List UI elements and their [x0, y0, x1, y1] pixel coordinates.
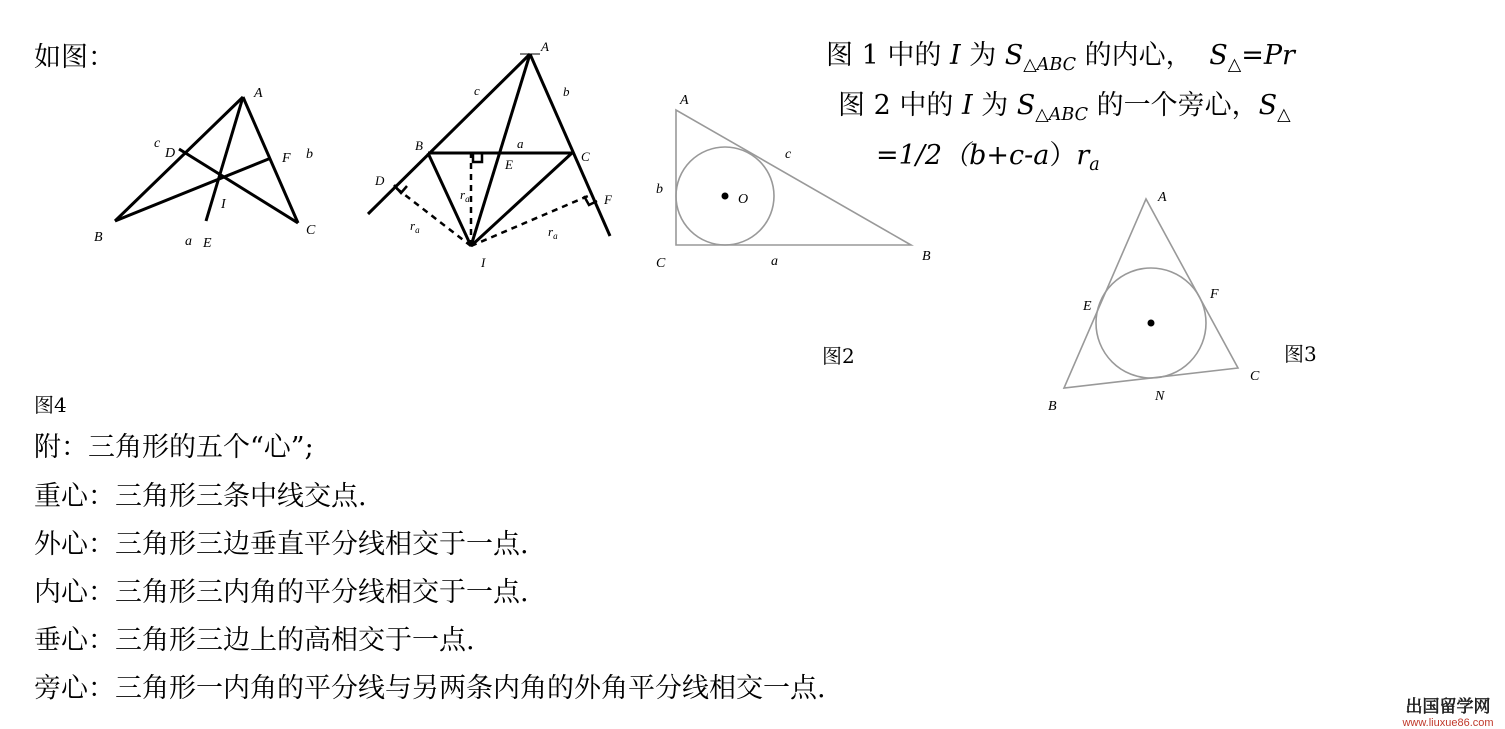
note-centroid: 重心：三角形三条中线交点.	[34, 481, 367, 512]
formula1-prefix: 图 1 中的	[826, 40, 950, 71]
label-E: E	[1083, 299, 1092, 314]
intro-text: 如图：	[34, 42, 115, 73]
label-ra-mid: $r_a$	[460, 187, 470, 204]
label-ra-right: $r_a$	[548, 224, 558, 241]
label-c: c	[785, 147, 792, 162]
label-B: B	[94, 230, 103, 245]
label-A: A	[254, 86, 263, 101]
label-N: N	[1155, 389, 1165, 404]
label-c: c	[154, 136, 161, 151]
formula1-I: I	[949, 40, 961, 71]
formula1-sub: △ABC	[1023, 55, 1077, 76]
note-orthocenter: 垂心：三角形三边上的高相交于一点.	[34, 625, 475, 656]
watermark-title: 出国留学网	[1405, 697, 1491, 716]
incenter-formula	[826, 40, 1295, 81]
label-a: a	[185, 234, 192, 249]
caption-fig2: 图2	[822, 344, 855, 368]
label-O: O	[738, 192, 749, 207]
median-bf	[115, 158, 271, 221]
label-b: b	[656, 182, 663, 197]
label-C: C	[306, 223, 316, 238]
label-E: E	[505, 157, 513, 172]
note-heading: 附：三角形的五个“心”;	[34, 432, 314, 463]
watermark-url: www.liuxue86.com	[1402, 717, 1494, 729]
median-cd	[179, 149, 298, 223]
label-C: C	[656, 256, 666, 271]
label-b: b	[306, 147, 313, 162]
label-B: B	[922, 249, 931, 264]
label-A: A	[541, 39, 549, 54]
caption-fig4: 图4	[34, 393, 67, 417]
radius-f	[471, 196, 588, 246]
label-C: C	[581, 149, 590, 164]
ext-ac	[530, 54, 610, 236]
note-circumcenter: 外心：三角形三边垂直平分线相交于一点.	[34, 529, 529, 560]
formula2-expr: b+c-a	[969, 140, 1050, 171]
label-A: A	[680, 93, 689, 108]
triangle-abc	[676, 110, 911, 245]
formula1-sub2: △	[1227, 55, 1242, 76]
formula2-close: ）	[1049, 140, 1077, 171]
figure-3	[1040, 185, 1270, 420]
watermark	[1398, 692, 1498, 729]
right-angle-d	[394, 185, 407, 193]
formula2-sub2: △	[1277, 105, 1291, 126]
label-a: a	[517, 136, 524, 151]
formula2-mid: 为	[972, 90, 1017, 121]
center-point	[1148, 320, 1155, 327]
label-F: F	[604, 192, 612, 207]
figure-excenter	[360, 38, 630, 273]
label-F: F	[282, 151, 291, 166]
formula2-prefix: 图 2 中的	[838, 90, 962, 121]
formula1-S2: S	[1209, 40, 1228, 71]
note-incenter: 内心：三角形三内角的平分线相交于一点.	[34, 577, 529, 608]
formula2-S: S	[1016, 90, 1036, 121]
label-D: D	[165, 146, 176, 161]
label-I: I	[481, 255, 486, 270]
formula2-r: r	[1076, 140, 1090, 171]
label-a: a	[771, 254, 778, 269]
label-B: B	[1048, 399, 1057, 414]
formula2-eq: =1/2（	[876, 140, 970, 171]
formula1-eq: =Pr	[1241, 40, 1295, 71]
figure-incenter	[80, 75, 340, 255]
label-C: C	[1250, 369, 1260, 384]
label-D: D	[375, 173, 385, 188]
formula2-sub: △ABC	[1035, 105, 1089, 126]
label-c: c	[474, 83, 480, 98]
label-E: E	[203, 236, 212, 251]
caption-fig3: 图3	[1284, 342, 1317, 366]
formula2-I: I	[961, 90, 973, 121]
label-B: B	[415, 138, 423, 153]
note-excenter: 旁心：三角形一内角的平分线与另两条内角的外角平分线相交一点.	[34, 673, 826, 704]
figure-2	[650, 88, 940, 278]
formula1-S: S	[1004, 40, 1024, 71]
formula2-S2: S	[1258, 90, 1278, 121]
formula2-suffix: 的一个旁心，	[1088, 90, 1259, 121]
label-b: b	[563, 84, 570, 99]
formula1-mid: 为	[960, 40, 1005, 71]
label-F: F	[1210, 287, 1219, 302]
label-A: A	[1158, 190, 1167, 205]
center-point	[722, 193, 729, 200]
label-I: I	[221, 197, 226, 212]
label-ra-left: $r_a$	[410, 218, 420, 235]
formula2-r-sub: a	[1089, 155, 1100, 176]
formula1-suffix: 的内心，	[1076, 40, 1193, 71]
